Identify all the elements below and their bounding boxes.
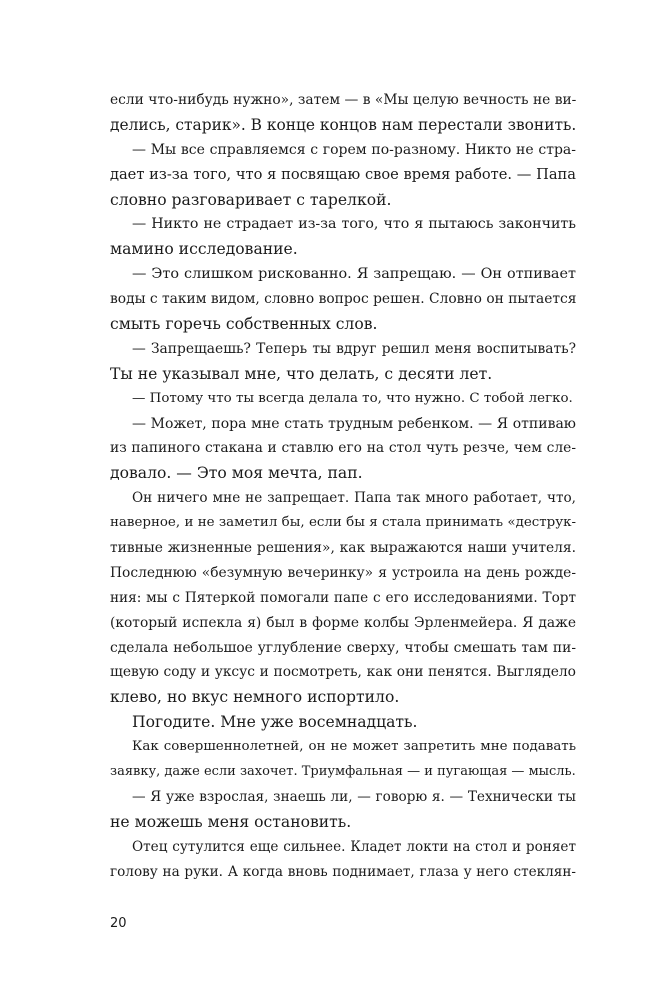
text-line: заявку, даже если захочет. Триумфальная — и пугающая — мысль. xyxy=(110,764,576,780)
text-line: мамино исследование. xyxy=(110,240,298,259)
text-line: Погодите. Мне уже восемнадцать. xyxy=(132,713,418,732)
text-line: если что-нибудь нужно», затем — в «Мы целую вечность не ви- xyxy=(110,92,577,108)
text-line: довало. — Это моя мечта, пап. xyxy=(110,464,363,483)
text-line: не можешь меня остановить. xyxy=(110,812,352,831)
text-line: клево, но вкус немного испортило. xyxy=(110,688,400,707)
text-line: — Я уже взрослая, знаешь ли, — говорю я. — Технически ты xyxy=(132,788,576,805)
text-line: словно разговаривает с тарелкой. xyxy=(110,190,392,209)
text-line: смыть горечь собственных слов. xyxy=(110,315,378,334)
text-line: — Потому что ты всегда делала то, что нужно. С тобой легко. xyxy=(132,390,573,406)
text-line: делись, старик». В конце концов нам перестали звонить. xyxy=(110,115,577,134)
text-line: (который испекла я) был в форме колбы Эрленмейера. Я даже xyxy=(110,614,576,631)
text-line: — Мы все справляемся с горем по-разному. Никто не стра- xyxy=(132,141,576,158)
text-line: сделала небольшое углубление сверху, чтобы смешать там пи- xyxy=(110,639,576,656)
text-line: воды с таким видом, словно вопрос решен. Словно он пытается xyxy=(110,291,577,308)
text-line: — Никто не страдает из-за того, что я пытаюсь закончить xyxy=(132,216,576,233)
text-line: наверное, и не заметил бы, если бы я стала принимать «деструк- xyxy=(110,515,576,531)
text-line: — Это слишком рискованно. Я запрещаю. — Он отпивает xyxy=(132,266,576,283)
text-line: Последнюю «безумную вечеринку» я устроила на день рожде- xyxy=(110,564,576,581)
text-line: Как совершеннолетней, он не может запретить мне подавать xyxy=(132,739,576,755)
text-line: тивные жизненные решения», как выражаются наши учителя. xyxy=(110,540,576,557)
text-line: голову на руки. А когда вновь поднимает, глаза у него стеклян- xyxy=(110,863,576,880)
text-line: ния: мы с Пятеркой помогали папе с его исследованиями. Торт xyxy=(110,589,576,606)
text-line: Он ничего мне не запрещает. Папа так много работает, что, xyxy=(132,490,576,507)
page-number: 20 xyxy=(110,916,127,931)
text-line: щевую соду и уксус и посмотреть, как они пенятся. Выглядело xyxy=(110,664,576,681)
text-line: — Запрещаешь? Теперь ты вдруг решил меня воспитывать? xyxy=(132,340,576,357)
body-text xyxy=(110,88,576,885)
text-line: из папиного стакана и ставлю его на стол чуть резче, чем сле- xyxy=(110,440,576,457)
text-line: Ты не указывал мне, что делать, с десяти лет. xyxy=(110,364,493,383)
text-line: дает из-за того, что я посвящаю свое время работе. — Папа xyxy=(110,165,576,183)
text-line: Отец сутулится еще сильнее. Кладет локти на стол и роняет xyxy=(132,838,576,855)
text-line: — Может, пора мне стать трудным ребенком. — Я отпиваю xyxy=(132,415,576,432)
